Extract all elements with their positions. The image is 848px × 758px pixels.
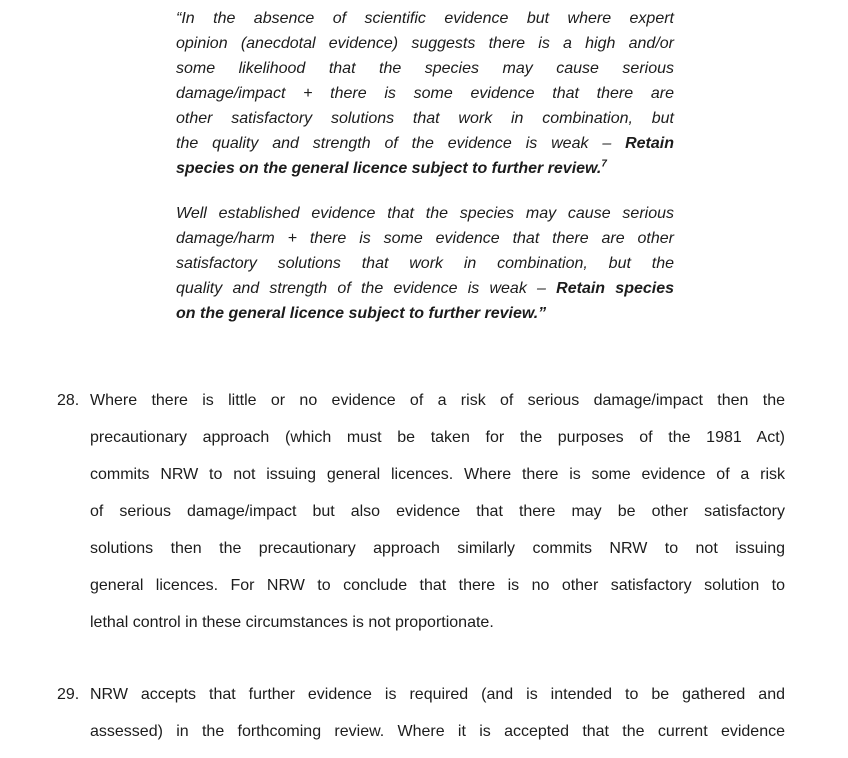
text-line: lethal control in these circumstances is not proportionate.	[90, 614, 494, 631]
paragraph-number: 29.	[57, 686, 80, 703]
quote-block-1	[176, 6, 674, 181]
quote-section	[176, 6, 674, 326]
text-line: of serious damage/impact but also evidence that there may be other satisfactory	[90, 503, 785, 520]
text-line: Where there is little or no evidence of a risk of serious damage/impact then the	[90, 392, 785, 409]
paragraph-body	[90, 382, 785, 641]
text-line: commits NRW to not issuing general licences. Where there is some evidence of a risk	[90, 466, 785, 483]
footnote-reference: 7	[601, 158, 607, 170]
text-line: on the general licence subject to further review.”	[176, 305, 547, 322]
text-line: solutions then the precautionary approach similarly commits NRW to not issuing	[90, 540, 785, 557]
paragraph-body	[90, 676, 785, 750]
text-line: quality and strength of the evidence is weak – Retain species	[176, 280, 674, 297]
text-line: precautionary approach (which must be taken for the purposes of the 1981 Act)	[90, 429, 785, 446]
text-line: satisfactory solutions that work in combination, but the	[176, 255, 674, 272]
text-line: general licences. For NRW to conclude that there is no other satisfactory solution to	[90, 577, 785, 594]
quote-block-2	[176, 201, 674, 326]
text-line: damage/harm + there is some evidence that there are other	[176, 230, 674, 247]
numbered-paragraph-28	[57, 382, 785, 641]
text-line: “In the absence of scientific evidence but where expert	[176, 10, 674, 27]
numbered-paragraph-29	[57, 676, 785, 750]
text-line: NRW accepts that further evidence is required (and is intended to be gathered and	[90, 686, 785, 703]
text-line: other satisfactory solutions that work in combination, but	[176, 110, 674, 127]
text-line: opinion (anecdotal evidence) suggests there is a high and/or	[176, 35, 674, 52]
text-line: assessed) in the forthcoming review. Where it is accepted that the current evidence	[90, 723, 785, 740]
text-line: Well established evidence that the species may cause serious	[176, 205, 674, 222]
text-line: species on the general licence subject to further review.$^7$	[176, 158, 607, 177]
text-line: the quality and strength of the evidence is weak – Retain	[176, 135, 674, 152]
paragraph-number: 28.	[57, 392, 80, 409]
text-line: damage/impact + there is some evidence that there are	[176, 85, 674, 102]
text-line: some likelihood that the species may cause serious	[176, 60, 674, 77]
